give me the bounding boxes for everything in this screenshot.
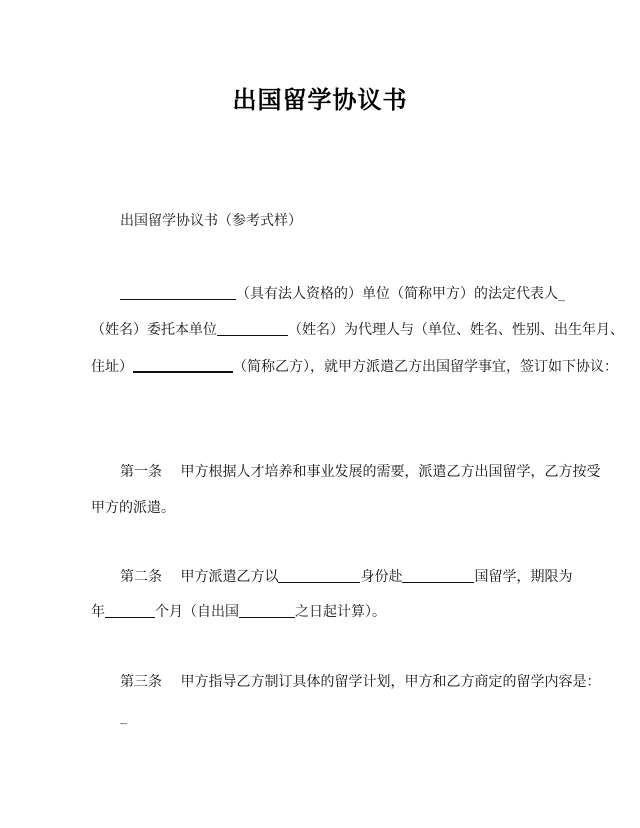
article-2-line-2-text-a: 年 [91,604,105,620]
intro-line-2-text-a: （姓名）委托本单位 [91,322,217,338]
document-subtitle: 出国留学协议书（参考式样） [120,213,302,229]
blank-agent-name [217,321,288,336]
intro-line-3-text-a: 住址） [91,359,133,375]
intro-line-1 [120,285,565,303]
article-3-line-1: 第三条 甲方指导乙方制订具体的留学计划，甲方和乙方商定的留学内容是： [120,674,601,690]
document-title: 出国留学协议书 [232,86,408,114]
article-2-line-1 [120,568,572,586]
blank-identity [278,568,360,583]
intro-line-2 [91,321,624,339]
blank-years [105,603,155,618]
article-2-line-1-text-a: 第二条 甲方派遣乙方以 [120,569,279,585]
article-3-line-2: _ [120,709,127,725]
article-2-line-1-text-b: 身份赴 [360,569,403,585]
intro-line-2-text-b: （姓名）为代理人与（单位、姓名、性别、出生年月、 [288,322,624,338]
article-2-line-2-text-c: 之日起计算）。 [295,604,386,620]
blank-departure-date [239,603,295,618]
article-1-line-1: 第一条 甲方根据人才培养和事业发展的需要，派遣乙方出国留学，乙方按受 [120,464,601,480]
article-1-line-2: 甲方的派遣。 [91,500,175,516]
blank-unit-name [120,285,236,300]
blank-party-b-info [133,357,233,373]
intro-line-3-text-b: （简称乙方），就甲方派遣乙方出国留学事宜，签订如下协议： [233,359,618,375]
blank-country [402,568,474,583]
intro-line-1-text: （具有法人资格的）单位（简称甲方）的法定代表人_ [236,286,565,302]
article-2-line-2-text-b: 个月（自出国 [155,604,239,620]
article-2-line-1-text-c: 国留学，期限为 [474,569,573,585]
article-2-line-2 [91,603,386,621]
intro-line-3 [91,357,618,376]
